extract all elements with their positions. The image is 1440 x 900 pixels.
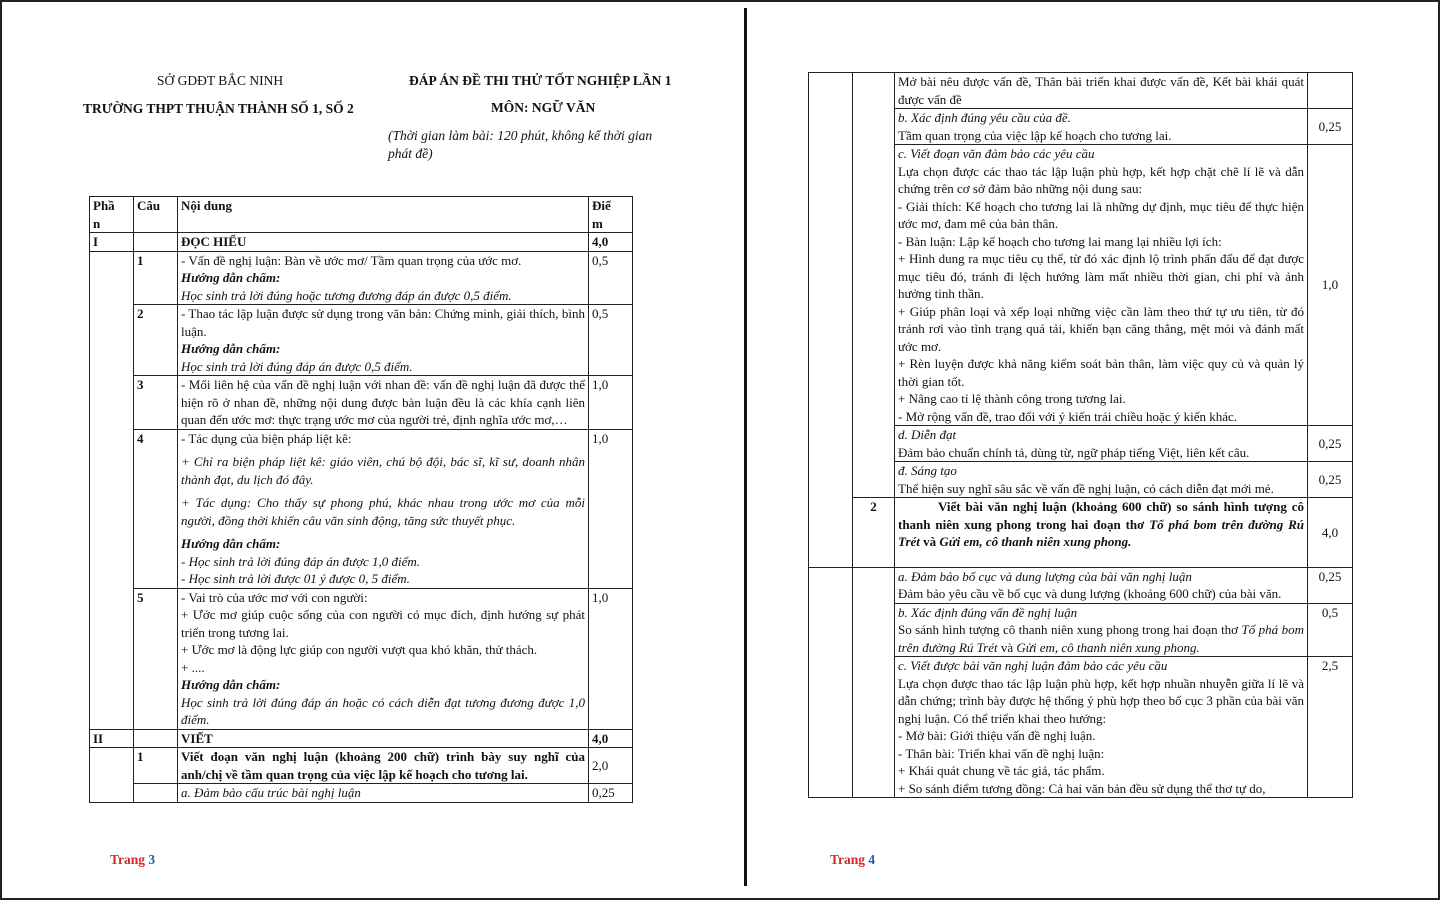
question-points: 4,0 [1308, 498, 1353, 568]
table-row [90, 588, 633, 729]
table-row [90, 784, 633, 803]
question-points: 0,5 [589, 305, 633, 376]
table-row [809, 498, 1353, 568]
criterion-points: 0,25 [589, 784, 633, 803]
page-divider [744, 8, 747, 886]
criterion-points: 0,5 [1308, 603, 1353, 657]
question-number: 1 [134, 748, 178, 784]
section-number: II [90, 729, 134, 748]
question-number: 2 [134, 305, 178, 376]
table-row [90, 251, 633, 305]
criterion-content: đ. Sáng tạo Thể hiện suy nghĩ sâu sắc về vấn đề nghị luận, có cách diễn đạt mới mẻ. [895, 462, 1308, 498]
answer-table-page-3 [89, 196, 633, 803]
header-noi-dung: Nội dung [178, 197, 589, 233]
time-note [388, 127, 688, 163]
section-title: ĐỌC HIỂU [178, 233, 589, 252]
table-row [809, 567, 1353, 603]
criterion-content: a. Đảm bảo bố cục và dung lượng của bài văn nghị luận Đảm bảo yêu cầu về bố cục và dung lượng (khoảng 600 chữ) của bài văn. [895, 567, 1308, 603]
criterion-points: 1,0 [1308, 145, 1353, 426]
time-note-line-1: (Thời gian làm bài: 120 phút, không kể thời gian [388, 128, 653, 143]
table-row [90, 748, 633, 784]
criterion-content: b. Xác định đúng vấn đề nghị luận So sánh hình tượng cô thanh niên xung phong trong hai đoạn thơ Tổ phá bom trên đường Rú Trét và Gửi em, cô thanh niên xung phong. [895, 603, 1308, 657]
criterion-content: c. Viết đoạn văn đảm bảo các yêu cầu Lựa chọn được các thao tác lập luận phù hợp, kết hợp chặt chẽ lí lẽ và dẫn chứng trên cơ sở đảm bảo những nội dung sau: - Giải thích: Kế hoạch cho tương lai là những dự định, mục tiêu để thực hiện ước mơ, đam mê của bản thân. - Bàn luận: Lập kế hoạch cho tương lai mang lại nhiều lợi ích: + Hình dung ra mục tiêu cụ thể, từ đó xác định lộ trình phấn đấu để đạt được mục tiêu đó, tránh đi lệch hướng làm mất nhiều thời gian, chi phí và ảnh hưởng tinh thần. + Giúp phân loại và xếp loại những việc cần làm theo thứ tự ưu tiên, từ đó tránh rơi vào tình trạng quá tải, khiến bạn căng thẳng, mệt mỏi và đánh mất ước mơ. + Rèn luyện được khả năng kiểm soát bản thân, làm việc quy củ và quản lý thời gian tốt. + Nâng cao tỉ lệ thành công trong tương lai. - Mở rộng vấn đề, trao đổi với ý kiến trái chiều hoặc ý kiến khác. [895, 145, 1308, 426]
question-number: 5 [134, 588, 178, 729]
question-content: Viết đoạn văn nghị luận (khoảng 200 chữ) trình bày suy nghĩ của anh/chị về tầm quan trọng của việc lập kế hoạch cho tương lai. [178, 748, 589, 784]
subject-title: MÔN: NGỮ VĂN [491, 100, 596, 115]
document-title: ĐÁP ÁN ĐỀ THI THỬ TỐT NGHIỆP LẦN 1 [409, 73, 672, 88]
section-points: 4,0 [589, 729, 633, 748]
header-diem: Điể m [589, 197, 633, 233]
section-points: 4,0 [589, 233, 633, 252]
criterion-content: c. Viết được bài văn nghị luận đảm bảo các yêu cầu Lựa chọn được thao tác lập luận phù hợp, kết hợp nhuần nhuyễn giữa lí lẽ và dẫn chứng; trình bày được hệ thống ý phù hợp theo bố cục 3 phần của bài văn nghị luận. Có thể triển khai theo hướng: - Mở bài: Giới thiệu vấn đề nghị luận. - Thân bài: Triển khai vấn đề nghị luận: + Khái quát chung về tác giả, tác phẩm. + So sánh điểm tương đồng: Cả hai văn bản đều sử dụng thể thơ tự do, [895, 657, 1308, 798]
question-points: 1,0 [589, 588, 633, 729]
table-row [90, 305, 633, 376]
header-phan: Phầ n [90, 197, 134, 233]
table-row [90, 429, 633, 588]
section-title: VIẾT [178, 729, 589, 748]
criterion-points: 0,25 [1308, 426, 1353, 462]
question-content: - Thao tác lập luận được sử dụng trong văn bản: Chứng minh, giải thích, bình luận. Hướng dẫn chấm: Học sinh trả lời đúng đáp án được 0,5 điểm. [178, 305, 589, 376]
header-cau: Câu [134, 197, 178, 233]
department-name: SỞ GDĐT BẮC NINH [157, 73, 284, 88]
question-content: - Vấn đề nghị luận: Bàn về ước mơ/ Tầm quan trọng của ước mơ. Hướng dẫn chấm: Học sinh trả lời đúng hoặc tương đương đáp án được 0,5 điểm. [178, 251, 589, 305]
table-row [90, 376, 633, 430]
answer-table-page-4 [808, 72, 1353, 798]
table-header-row [90, 197, 633, 233]
time-note-line-2: phát đề) [388, 146, 433, 161]
question-content: - Mối liên hệ của vấn đề nghị luận với nhan đề: vấn đề nghị luận đã được thể hiện rõ ở nhan đề, những nội dung được bàn luận đều là các khía cạnh liên quan đến ước mơ: thực trạng ước mơ của người trẻ, định nghĩa ước mơ,… [178, 376, 589, 430]
school-name: TRƯỜNG THPT THUẬN THÀNH SỐ 1, SỐ 2 [83, 101, 354, 116]
criterion-points: 2,5 [1308, 657, 1353, 798]
criterion-points: 0,25 [1308, 462, 1353, 498]
criterion-content: Mở bài nêu được vấn đề, Thân bài triển khai được vấn đề, Kết bài khái quát được vấn đề [895, 73, 1308, 109]
question-points: 2,0 [589, 748, 633, 784]
table-row [90, 233, 633, 252]
question-content: Viết bài văn nghị luận (khoảng 600 chữ) so sánh hình tượng cô thanh niên xung phong trong hai đoạn thơ Tổ phá bom trên đường Rú Trét và Gửi em, cô thanh niên xung phong. [895, 498, 1308, 568]
page-number-4: Trang 4 [830, 852, 876, 867]
criterion-points: 0,25 [1308, 109, 1353, 145]
question-points: 0,5 [589, 251, 633, 305]
table-row [809, 73, 1353, 109]
question-points: 1,0 [589, 429, 633, 588]
question-points: 1,0 [589, 376, 633, 430]
question-number: 4 [134, 429, 178, 588]
question-content: - Vai trò của ước mơ với con người: + Ước mơ giúp cuộc sống của con người có mục đích, định hướng sự phát triển trong tương lai. + Ước mơ là động lực giúp con người vượt qua khó khăn, thử thách. + .... Hướng dẫn chấm: Học sinh trả lời đúng đáp án hoặc có cách diễn đạt tương đương được 1,0 điểm. [178, 588, 589, 729]
question-number: 2 [853, 498, 895, 568]
question-number: 1 [134, 251, 178, 305]
criterion-content: d. Diễn đạt Đảm bảo chuẩn chính tả, dùng từ, ngữ pháp tiếng Việt, liên kết câu. [895, 426, 1308, 462]
question-content: - Tác dụng của biện pháp liệt kê: + Chỉ ra biện pháp liệt kê: giáo viên, chú bộ đội, bác sĩ, kĩ sư, doanh nhân thành đạt, du lịch đó đây. + Tác dụng: Cho thấy sự phong phú, khác nhau trong ước mơ của mỗi người, đồng thời khiến câu văn sinh động, tăng sức thuyết phục. Hướng dẫn chấm: - Học sinh trả lời đúng đáp án được 1,0 điểm. - Học sinh trả lời được 01 ý được 0, 5 điểm. [178, 429, 589, 588]
question-number: 3 [134, 376, 178, 430]
criterion-points: 0,25 [1308, 567, 1353, 603]
section-number: I [90, 233, 134, 252]
criterion-content: a. Đảm bảo cấu trúc bài nghị luận [178, 784, 589, 803]
page-number-3: Trang 3 [110, 852, 156, 867]
criterion-content: b. Xác định đúng yêu cầu của đề. Tầm quan trọng của việc lập kế hoạch cho tương lai. [895, 109, 1308, 145]
table-row [90, 729, 633, 748]
